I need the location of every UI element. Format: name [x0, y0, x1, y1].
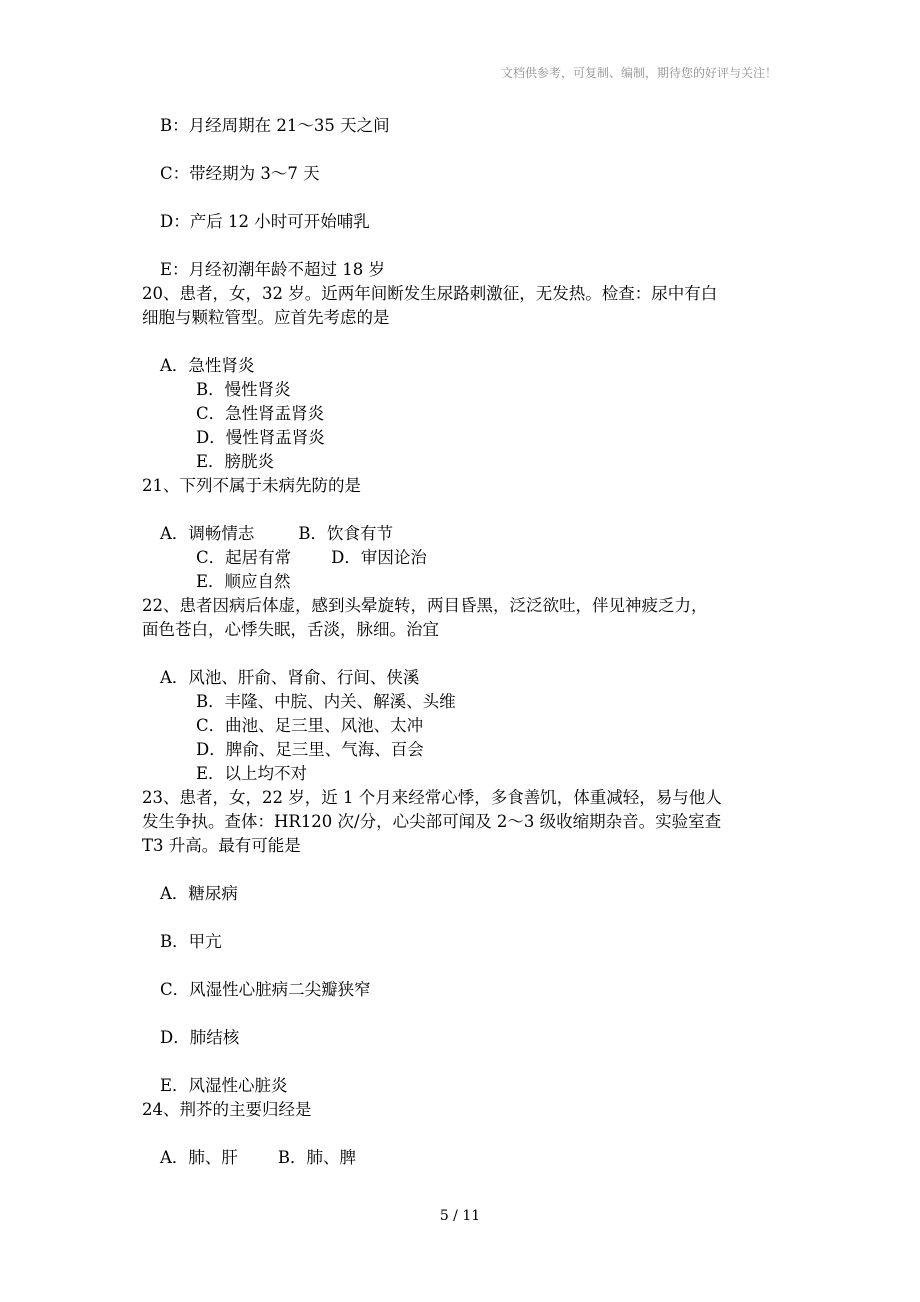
q21-option-e: E．顺应自然 [196, 572, 291, 591]
q23-stem-line-2: 发生争执。查体：HR120 次/分，心尖部可闻及 2～3 级收缩期杂音。实验室查 [142, 812, 722, 831]
q22-option-c: C．曲池、足三里、风池、太冲 [196, 716, 424, 735]
q24-stem: 24、荆芥的主要归经是 [142, 1100, 312, 1119]
q23-option-c: C．风湿性心脏病二尖瓣狭窄 [160, 980, 371, 999]
q24-option-a: A．肺、肝 [160, 1148, 238, 1167]
q20-stem-line-2: 细胞与颗粒管型。应首先考虑的是 [142, 308, 390, 327]
q20-stem-line-1: 20、患者，女，32 岁。近两年间断发生尿路刺激征，无发热。检查：尿中有白 [142, 284, 718, 303]
q24-option-b: B．肺、脾 [277, 1148, 357, 1167]
q19-option-e: E：月经初潮年龄不超过 18 岁 [160, 260, 386, 279]
q22-option-d: D．脾俞、足三里、气海、百会 [196, 740, 424, 759]
q22-option-b: B．丰隆、中脘、内关、解溪、头维 [196, 692, 456, 711]
q23-option-b: B．甲亢 [160, 932, 222, 951]
q20-option-b: B．慢性肾炎 [196, 380, 291, 399]
q21-option-d: D．审因论治 [331, 548, 427, 567]
q22-option-a: A．风池、肝俞、肾俞、行间、侠溪 [160, 668, 420, 687]
q23-option-a: A．糖尿病 [160, 884, 238, 903]
q24-options-row-1 [160, 1146, 356, 1170]
q19-option-c: C：带经期为 3～7 天 [160, 164, 320, 183]
q22-stem-line-2: 面色苍白，心悸失眠，舌淡，脉细。治宜 [142, 620, 439, 639]
q23-stem-line-3: T3 升高。最有可能是 [142, 836, 301, 855]
q19-option-d: D：产后 12 小时可开始哺乳 [160, 212, 370, 231]
q21-option-b: B．饮食有节 [298, 524, 394, 543]
q20-option-a: A．急性肾炎 [160, 356, 255, 375]
q21-option-c: C．起居有常 [196, 548, 292, 567]
q22-option-e: E．以上均不对 [196, 764, 308, 783]
q21-option-a: A．调畅情志 [160, 524, 255, 543]
q23-option-e: E．风湿性心脏炎 [160, 1076, 288, 1095]
header-note: 文档供参考，可复制、编制，期待您的好评与关注！ [500, 66, 777, 80]
q20-option-e: E．膀胱炎 [196, 452, 275, 471]
q21-options-row-2 [196, 546, 427, 570]
q20-option-d: D．慢性肾盂肾炎 [196, 428, 325, 447]
q22-stem-line-1: 22、患者因病后体虚，感到头晕旋转，两目昏黑，泛泛欲吐，伴见神疲乏力， [142, 596, 708, 615]
page-number: 5 / 11 [439, 1208, 481, 1224]
q21-stem: 21、下列不属于未病先防的是 [142, 476, 361, 495]
q23-option-d: D．肺结核 [160, 1028, 240, 1047]
q21-options-row-1 [160, 522, 393, 546]
q23-stem-line-1: 23、患者，女，22 岁，近 1 个月来经常心悸，多食善饥，体重减轻，易与他人 [142, 788, 722, 807]
q20-option-c: C．急性肾盂肾炎 [196, 404, 325, 423]
q19-option-b: B：月经周期在 21～35 天之间 [160, 116, 390, 135]
